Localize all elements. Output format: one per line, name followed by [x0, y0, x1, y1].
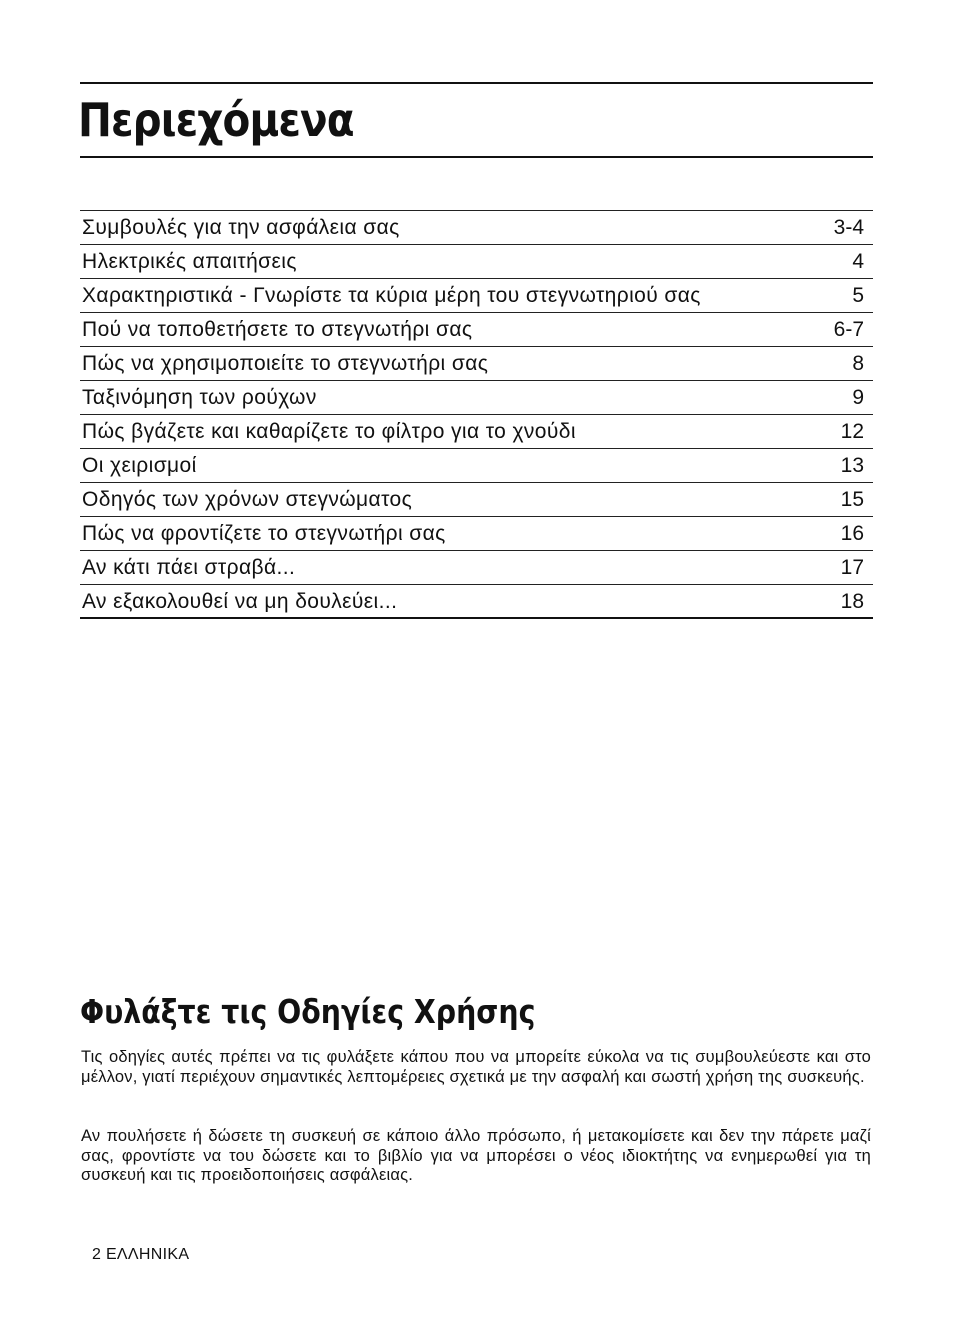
title-top-rule [80, 82, 873, 84]
toc-row [80, 347, 873, 381]
toc-item-label: Αν κάτι πάει στραβά... [82, 556, 296, 579]
toc-row [80, 313, 873, 347]
toc-item-label: Ταξινόμηση των ρούχων [82, 386, 317, 409]
section-heading: Φυλάξτε τις Οδηγίες Χρήσης [80, 992, 536, 1031]
toc-row [80, 279, 873, 313]
toc-item-label: Αν εξακολουθεί να μη δουλεύει... [82, 590, 398, 613]
toc-item-label: Συμβουλές για την ασφάλεια σας [82, 216, 400, 239]
toc-item-label: Πώς να φροντίζετε το στεγνωτήρι σας [82, 522, 446, 545]
toc-row [80, 517, 873, 551]
table-of-contents [80, 210, 873, 619]
toc-item-page: 9 [852, 386, 864, 409]
body-paragraph: Τις οδηγίες αυτές πρέπει να τις φυλάξετε κάπου που να μπορείτε εύκολα να τις συμβουλεύεστε και στο μέλλον, γιατί περιέχουν σημαντικές λεπτομέρειες σχετικά με την ασφαλή και σωστή χρήση της συσκευής. [81, 1048, 871, 1086]
toc-row [80, 585, 873, 619]
toc-item-label: Πώς να χρησιμοποιείτε το στεγνωτήρι σας [82, 352, 489, 375]
toc-item-label: Ηλεκτρικές απαιτήσεις [82, 250, 297, 273]
toc-item-label: Χαρακτηριστικά - Γνωρίστε τα κύρια μέρη του στεγνωτηριού σας [82, 284, 701, 307]
toc-item-page: 15 [840, 488, 864, 511]
toc-row [80, 211, 873, 245]
toc-row [80, 245, 873, 279]
toc-item-page: 17 [840, 556, 864, 579]
toc-row [80, 381, 873, 415]
toc-row [80, 449, 873, 483]
toc-item-label: Πώς βγάζετε και καθαρίζετε το φίλτρο για το χνούδι [82, 420, 576, 443]
toc-row [80, 415, 873, 449]
toc-item-page: 12 [840, 420, 864, 443]
toc-item-label: Οδηγός των χρόνων στεγνώματος [82, 488, 413, 511]
page-footer: 2 ΕΛΛΗΝΙΚΑ [92, 1246, 190, 1263]
toc-item-page: 8 [852, 352, 864, 375]
toc-item-page: 5 [852, 284, 864, 307]
toc-item-page: 18 [840, 590, 864, 613]
toc-item-page: 6-7 [833, 318, 864, 341]
toc-item-page: 13 [840, 454, 864, 477]
toc-item-page: 16 [840, 522, 864, 545]
toc-item-label: Οι χειρισμοί [82, 454, 197, 477]
toc-item-page: 4 [852, 250, 864, 273]
title-bottom-rule [80, 156, 873, 158]
page-title: Περιεχόμενα [78, 93, 354, 147]
toc-row [80, 551, 873, 585]
toc-item-page: 3-4 [833, 216, 864, 239]
toc-row [80, 483, 873, 517]
toc-item-label: Πού να τοποθετήσετε το στεγνωτήρι σας [82, 318, 473, 341]
body-paragraph: Αν πουλήσετε ή δώσετε τη συσκευή σε κάποιο άλλο πρόσωπο, ή μετακομίσετε και δεν την πάρετε μαζί σας, φροντίστε να του δώσετε και το βιβλίο για να μπορέσει ο νέος ιδιοκτήτης να ενημερωθεί για τη συσκευή και τις προειδοποιήσεις ασφάλειας. [81, 1127, 871, 1184]
